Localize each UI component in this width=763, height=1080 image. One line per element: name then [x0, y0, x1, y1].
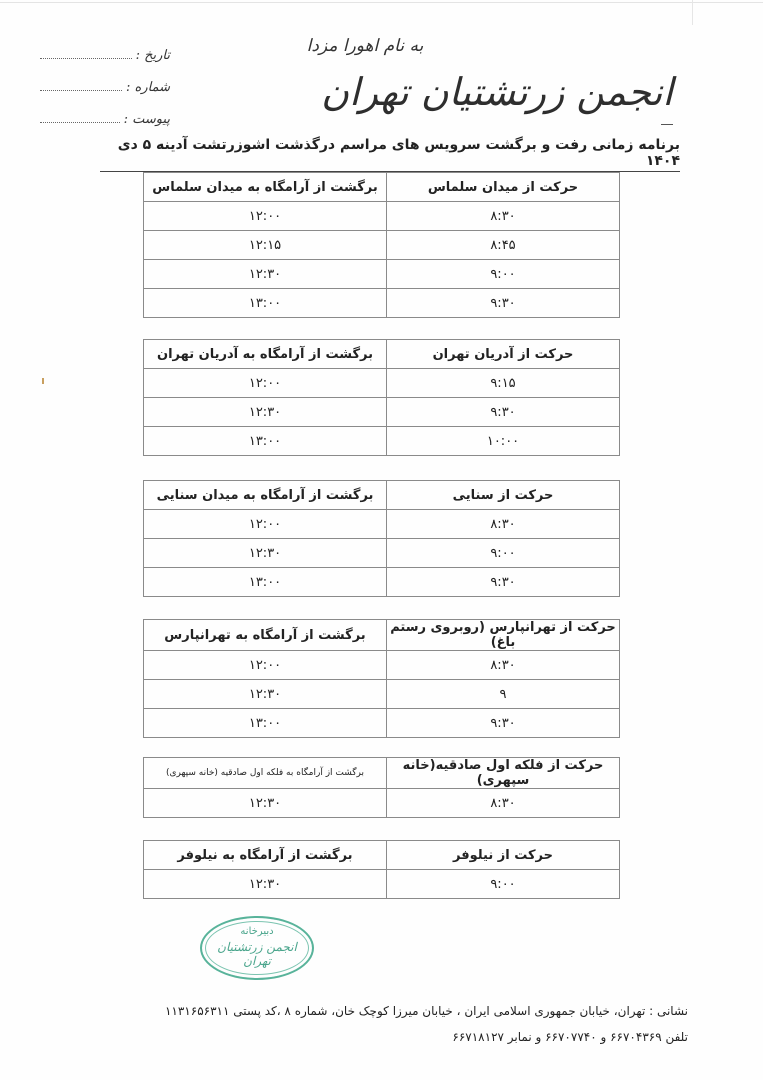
table-header-row — [144, 173, 620, 202]
return-time: ۱۳:۰۰ — [144, 568, 387, 597]
meta-number-field — [40, 80, 170, 95]
table-row — [144, 789, 620, 818]
departure-time: ۹ — [387, 680, 620, 709]
departure-time: ۹:۰۰ — [387, 539, 620, 568]
divider — [661, 124, 673, 125]
return-header: برگشت از آرامگاه به تهرانپارس — [144, 620, 387, 651]
departure-header: حرکت از فلکه اول صادقیه(خانه سپهری) — [387, 758, 620, 789]
table-header-row — [144, 841, 620, 870]
meta-date-blank — [40, 50, 132, 59]
departure-time: ۸:۴۵ — [387, 231, 620, 260]
schedule-table-salmas — [143, 172, 620, 318]
table-header-row — [144, 620, 620, 651]
departure-header: حرکت از تهرانپارس (روبروی رستم باغ) — [387, 620, 620, 651]
departure-header: حرکت از میدان سلماس — [387, 173, 620, 202]
return-time: ۱۲:۰۰ — [144, 369, 387, 398]
departure-header: حرکت از سنایی — [387, 481, 620, 510]
return-header: برگشت از آرامگاه به نیلوفر — [144, 841, 387, 870]
meta-date-label: تاریخ : — [135, 48, 170, 63]
table-row — [144, 568, 620, 597]
return-time: ۱۲:۰۰ — [144, 510, 387, 539]
table-row — [144, 870, 620, 899]
departure-header: حرکت از نیلوفر — [387, 841, 620, 870]
meta-attachment-field — [40, 112, 170, 127]
meta-attachment-label: پیوست : — [123, 112, 170, 127]
meta-attachment-blank — [40, 114, 120, 123]
table-row — [144, 709, 620, 738]
return-header: برگشت از آرامگاه به آدریان تهران — [144, 340, 387, 369]
scan-edge-mark — [692, 0, 693, 25]
stamp-line-2: انجمن زرتشتیان تهران — [217, 940, 297, 968]
table-row — [144, 260, 620, 289]
basmala-heading: به نام اهورا مزدا — [306, 36, 424, 56]
document-title: برنامه زمانی رفت و برگشت سرویس های مراسم درگذشت اشوزرتشت آدینه ۵ دی ۱۴۰۴ — [100, 137, 680, 172]
return-time: ۱۲:۳۰ — [144, 539, 387, 568]
departure-time: ۸:۳۰ — [387, 202, 620, 231]
schedule-table-tehranpars — [143, 619, 620, 738]
footer-phones: تلفن ۶۶۷۰۴۳۶۹ و ۶۶۷۰۷۷۴۰ و نمابر ۶۶۷۱۸۱۲۷ — [452, 1030, 688, 1044]
departure-time: ۸:۳۰ — [387, 651, 620, 680]
schedule-table-niloufar — [143, 840, 620, 899]
return-header: برگشت از آرامگاه به میدان سنایی — [144, 481, 387, 510]
table-row — [144, 680, 620, 709]
departure-time: ۹:۱۵ — [387, 369, 620, 398]
departure-time: ۹:۰۰ — [387, 870, 620, 899]
return-time: ۱۲:۱۵ — [144, 231, 387, 260]
footer-address: نشانی : تهران، خیابان جمهوری اسلامی ایران ، خیابان میرزا کوچک خان، شماره ۸ ،کد پستی ۱۱۳۱۶۵۶۳۱۱ — [164, 1004, 688, 1018]
meta-number-label: شماره : — [126, 80, 170, 95]
return-time: ۱۲:۰۰ — [144, 202, 387, 231]
table-row — [144, 510, 620, 539]
table-row — [144, 231, 620, 260]
departure-time: ۹:۰۰ — [387, 260, 620, 289]
secretariat-stamp — [200, 916, 314, 980]
table-header-row — [144, 758, 620, 789]
return-time: ۱۲:۳۰ — [144, 870, 387, 899]
return-time: ۱۲:۳۰ — [144, 398, 387, 427]
return-header: برگشت از آرامگاه به میدان سلماس — [144, 173, 387, 202]
schedule-table-adrian — [143, 339, 620, 456]
return-time: ۱۲:۳۰ — [144, 789, 387, 818]
table-row — [144, 398, 620, 427]
return-time: ۱۳:۰۰ — [144, 427, 387, 456]
schedule-table-sanaei — [143, 480, 620, 597]
scan-edge-line — [0, 2, 763, 3]
table-header-row — [144, 340, 620, 369]
departure-time: ۹:۳۰ — [387, 398, 620, 427]
departure-time: ۹:۳۰ — [387, 709, 620, 738]
return-header: برگشت از آرامگاه به فلکه اول صادقیه (خانه سپهری) — [144, 758, 387, 789]
scan-artifact — [42, 378, 44, 384]
table-row — [144, 202, 620, 231]
table-row — [144, 539, 620, 568]
schedule-table-sadeghieh — [143, 757, 620, 818]
meta-number-blank — [40, 82, 122, 91]
departure-header: حرکت از آدریان تهران — [387, 340, 620, 369]
meta-date-field — [40, 48, 170, 63]
departure-time: ۸:۳۰ — [387, 510, 620, 539]
table-row — [144, 427, 620, 456]
table-row — [144, 289, 620, 318]
departure-time: ۹:۳۰ — [387, 289, 620, 318]
table-row — [144, 369, 620, 398]
organization-name: انجمن زرتشتیان تهران — [321, 70, 673, 114]
departure-time: ۱۰:۰۰ — [387, 427, 620, 456]
stamp-line-1: دبیرخانه — [240, 926, 274, 937]
table-row — [144, 651, 620, 680]
return-time: ۱۳:۰۰ — [144, 289, 387, 318]
return-time: ۱۳:۰۰ — [144, 709, 387, 738]
departure-time: ۸:۳۰ — [387, 789, 620, 818]
return-time: ۱۲:۳۰ — [144, 680, 387, 709]
return-time: ۱۲:۰۰ — [144, 651, 387, 680]
return-time: ۱۲:۳۰ — [144, 260, 387, 289]
table-header-row — [144, 481, 620, 510]
departure-time: ۹:۳۰ — [387, 568, 620, 597]
